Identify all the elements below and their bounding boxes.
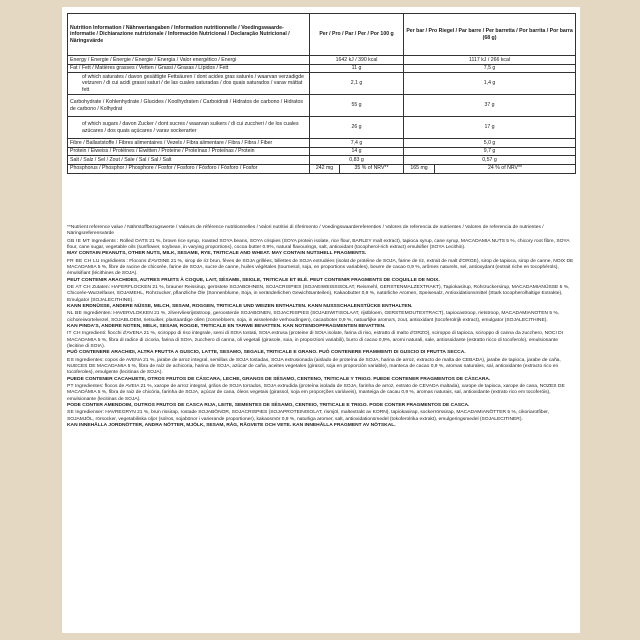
ingredients-text: Ingrédients : Flocons d'AVOINE 21 %, sirop de riz brun, fèves de SOJA grillées, billettes de SOJA extrudées (isolat de protéine de SOJA, farine de riz, extrait de malt d'ORGE), sirop de tapioca, sirop de canne, NOIX DE MACADAMIA 5 %, fibre de racine de chicorée, farine de SOJA, sucre de canne, huiles végétales (tournesol, soja, en proportions variables), beurre de cacao 0,9 %, arômes naturels, sel, antioxydant (extrait riche en tocophérols), émulsifiant (lécithines de SOJA). [67, 258, 574, 277]
nutrition-row [68, 147, 576, 156]
country-codes: DE AT CH [67, 285, 91, 291]
nutrition-header-label: Nutrition Information / Nährwertangaben / Information nutritionnelle / Voedingswaarde-informatie / Dichiarazione nutrizionale / Información Nutricional / Declaração Nutricional / Näringsvärde [68, 14, 310, 56]
nutrition-row [68, 95, 576, 117]
ingredients-text: Ingredienser: HAVREGRYN 21 %, brun rissirap, rostade SOJABÖNOR, SOJACRISPIES (SOJAPROTEINISOLAT, rismjöl, maltextrakt av KORN), tapiokasirap, sockerrörssirap, MACADAMIANÖTTER 5 %, cikoriarotfiber, SOJAMJÖL, rörsocker, vegetabiliska oljor (solros, sojabönor i varierande proportioner), kakaosmör 0,9 %, naturliga aromer, salt, antioxidationsmedel (tokoferolrika extrakt), emulgeringsmedel (SOJALECITINER). [67, 410, 550, 422]
nutrient-label: of which sugars / davon Zucker / dont sucres / waarvan suikers / di cui zuccheri / de los cuales azúcares / dos quais açúcares / varav sockerarter [68, 117, 310, 139]
allergen-warning: KAN INNEHÅLLA JORDNÖTTER, ANDRA NÖTTER, MJÖLK, SESAM, RÅG, RÅGVETE OCH VETE. KAN INNEHÅLLA FRAGMENT AV NÖTSKAL. [67, 422, 396, 428]
phosphorus-nrv-bar: 24 % of NRV** [435, 164, 576, 173]
country-codes: SE [67, 410, 74, 416]
nutrition-row [68, 156, 576, 165]
nutrient-label: Protein / Eiweiss / Protéines / Eiwitten / Proteine / Proteínas / Proteínas / Protein [68, 147, 310, 156]
ingredients-text: Zutaten: HAFERFLOCKEN 21 %, brauner Reissirup, geröstete SOJABOHNEN, SOJACRISPIES (SOJAEIWEISSISOLAT, Reismehl, GERSTENMALZEXTRAKT), Tapiokasirup, Rohrzuckersirup, MACADAMIANÜSSE 5 %, Chicorée-Wurzelfaser, SOJAMEHL, Rohrzucker, pflanzliche Öle (Sonnenblume, Soja, in veränderlichen Gewichtsanteilen), Kakaobutter 0,9 %, natürliche Aromen, Speisesalz, Antioxidationsmittel (Stark tocopherolhaltige Extrakte), Emulgator (SOJALECITHINE). [67, 285, 570, 303]
nutrient-label: Salt / Salz / Sel / Zout / Sale / Sal / Sal / Salt [68, 156, 310, 165]
nutrition-row [68, 73, 576, 95]
ingredients-section [67, 225, 575, 430]
nutrient-per-100g: 14 g [310, 147, 404, 156]
nutrient-label: Carbohydrate / Kohlenhydrate / Glucides / Koolhydraten / Carboidrati / Hidratos de carbono / Hidratos de carbono / Kolhydrat [68, 95, 310, 117]
phosphorus-nrv-100g: 35 % of NRV** [340, 164, 404, 173]
country-codes: IT CH [67, 331, 81, 337]
ingredients-paragraph [67, 384, 575, 409]
ingredients-paragraph [67, 358, 575, 383]
ingredients-paragraph [67, 285, 575, 310]
nutrition-table [67, 13, 576, 174]
ingredients-paragraph [67, 331, 575, 356]
ingredients-paragraph [67, 311, 575, 330]
nutrient-per-100g: 0,83 g [310, 156, 404, 165]
nutrient-per-bar: 37 g [404, 95, 576, 117]
ingredients-text: Ingredients : Rolled OATS 21 %, brown rice syrup, roasted SOYA beans, SOYA crispies (SOYA protein isolate, rice flour, BARLEY malt extract), tapioca syrup, cane syrup, MACADAMIA NUTS 5 %, chicory root fibre, SOYA flour, cane sugar, vegetable oils (sunflower, soybean, in varying proportions), cocoa butter 0.9%, natural flavourings, salt, antioxidant (tocopherol-rich extract) emulsifier (SOYA Lecithin). [67, 238, 570, 251]
country-codes: PT [67, 384, 74, 390]
nutrient-per-bar: 7,5 g [404, 64, 576, 73]
nutrient-per-bar: 1,4 g [404, 73, 576, 95]
phosphorus-per-bar: 165 mg [404, 164, 435, 173]
nutrient-label: Fibre / Ballaststoffe / Fibres alimentaires / Vezels / Fibra alimentare / Fibra / Fibra / Fiber [68, 139, 310, 148]
per-bar-header: Per bar / Pro Riegel / Par barre / Per barretta / Por barrita / Por barra (68 g) [404, 14, 576, 56]
nutrient-per-100g: 2,1 g [310, 73, 404, 95]
nutrition-row [68, 139, 576, 148]
nutrient-per-bar: 1117 kJ / 266 kcal [404, 56, 576, 65]
nutrient-per-100g: 11 g [310, 64, 404, 73]
allergen-warning: KAN PINDA'S, ANDERE NOTEN, MELK, SESAM, ROGGE, TRITICALE EN TARWE BEVATTEN. KAN NOTENDOPFRAGMENTEN BEVATTEN. [67, 323, 386, 329]
nutrient-per-bar: 17 g [404, 117, 576, 139]
nutrient-per-bar: 9,7 g [404, 147, 576, 156]
nutrient-per-bar: 5,0 g [404, 139, 576, 148]
phosphorus-row [68, 164, 576, 173]
nutrient-label: of which saturates / davon gesättigte Fettsäuren / dont acides gras saturés / waarvan verzadigde vetzuren / di cui acidi grassi saturi / de las cuales saturadas / dos quais saturados / varav mättat fett [68, 73, 310, 95]
nutrient-per-100g: 55 g [310, 95, 404, 117]
nutrient-per-100g: 1642 kJ / 390 kcal [310, 56, 404, 65]
nutrition-header-row [68, 14, 576, 56]
ingredients-paragraph [67, 259, 575, 284]
nutrient-label: Fat / Fett / Matières grasses / Vetten / Grassi / Grasas / Lípidos / Fett [68, 64, 310, 73]
ingredients-text: Ingredientes: flocos de AVEIA 21 %, xarope de arroz integral, grãos de SOJA torrados, SOJA extrudida (proteína isolada de SOJA, farinha de arroz, extrato de CEVADA maltada), xarope de tapioca, xarope de cana, NOZES DE MACADÂMIA 5 %, fibra de raiz de chicória, farinha de SOJA, açúcar de cana, óleos vegetais (girassol, soja em proporções variáveis), manteiga de cacau 0,9 %, aromas naturais, sal, antioxidante (extrato rico em tocoferóis), emulsionante (lecitinas de SOJA). [67, 384, 565, 402]
nutrition-label-sheet [62, 7, 580, 633]
ingredients-text: Ingredienti: fiocchi d'AVENA 21 %, sciroppo di riso integrale, semi di SOIA tostati, SOIA estrusa (proteine di SOIA isolate, farina di riso, estratto di malto d'ORZO), sciroppo di tapioca, sciroppo di canna da zucchero, NOCI DI MACADAMIA 5 %, fibra di radice di cicoria, farina di SOIA, zucchero di canna, oli vegetali (girasole, soia, in proporzioni variabili), burro di cacao 0,9%, aromi naturali, sale, antiossidante (estratto ricco di tocoferolo), emulsionante (lecitine di SOIA). [67, 331, 564, 349]
ingredients-text: Ingredientes: copos de AVENA 21 %, jarabe de arroz integral, semillas de SOJA tostadas, SOJA extrusionada (aislado de proteína de SOJA, harina de arroz, extracto de malta de CEBADA), jarabe de tapioca, jarabe de caña, NUECES DE MACADAMIA 5 %, fibra de raíz de achicoria, harina de SOJA, azúcar de caña, aceites vegetales (girasol, soja en proporción variable), manteca de cacao 0,9 %, aromas naturales, sal, antioxidante (extracto rico en tocoferoles), emulgente (lecitinas de SOJA). [67, 357, 561, 376]
ingredients-paragraph [67, 410, 575, 429]
allergen-warning: PUEDE CONTENER CACAHUETE, OTROS FRUTOS DE CÁSCARA, LECHE, GRANOS DE SÉSAMO, CENTENO, TRITICALE Y TRIGO. PUEDE CONTENER FRAGMENTOS DE CÁSCARA. [67, 376, 491, 382]
nutrient-per-bar: 0,57 g [404, 156, 576, 165]
country-codes: NL BE [67, 311, 82, 317]
nutrient-per-100g: 26 g [310, 117, 404, 139]
phosphorus-label: Phosphorus / Phosphor / Phosphore / Fosfor / Fosforo / Fósforo / Fósforo / Fosfor [68, 164, 310, 173]
nutrient-per-100g: 7,4 g [310, 139, 404, 148]
nutrition-row [68, 64, 576, 73]
country-codes: FR BE CH LU [67, 258, 100, 264]
nrv-footnote: **Nutrient reference value / Nährstoffbezugswerte / Valeurs de référence nutritionnelles / Valori nutritivi di riferimento / Voedingswaardereferenties / Valores de referencia de nutrientes / Valores de referencia de nutrientes / Näringsreferensvärde [67, 225, 544, 237]
ingredients-paragraph [67, 239, 575, 258]
country-codes: GB IE MT [67, 238, 91, 244]
allergen-warning: PEUT CONTENIR ARACHIDES, AUTRES FRUITS À COQUE, LAIT, SÉSAME, SEIGLE, TRITICALE ET BLÉ. PEUT CONTENIR FRAGMENTS DE COQUILLE DE NOIX. [67, 277, 440, 283]
nutrition-row [68, 56, 576, 65]
nutrient-label: Energy / Energie / Énergie / Energie / Energia / Valor energético / Energi [68, 56, 310, 65]
country-codes: ES [67, 357, 74, 363]
allergen-warning: MAY CONTAIN PEANUTS, OTHER NUTS, MILK, SESAME, RYE, TRITICALE AND WHEAT. MAY CONTAIN NUTSHELL FRAGMENTS. [67, 251, 367, 257]
per-100g-header: Per / Pro / Par / Per / Por 100 g [310, 14, 404, 56]
allergen-warning: PUÒ CONTENERE ARACHIDI, ALTRA FRUTTA A GUSCIO, LATTE, SESAMO, SEGALE, TRITICALE E GRANO. PUÒ CONTENERE FRAMMENTI DI GUSCIO DI FRUTTA SECCA. [67, 350, 466, 356]
ingredients-text: Ingrediënten: HAVERVLOKKEN 21 %, zilvervliesrijststroop, geroosterde SOJABONEN, SOJACRISPIES (SOJAEIWITISOLAAT, rijstbloem, GERSTEMOUTEXTRACT), tapiocastroop, rietstroop, MACADAMIANOTEN 5 %, cichoreiwortelvezel, SOJABLOEM, rietsuiker, plantaardige oliën (zonnebloem, soja, in wisselende verhoudingen), cacaoboter 0,9 %, natuurlijke aroma's, zout, antioxidant (tocoferolrijk extract), emulgator (SOJALECITHINE). [67, 311, 560, 323]
phosphorus-per-100g: 242 mg [310, 164, 340, 173]
allergen-warning: KANN ERDNÜSSE, ANDERE NÜSSE, MILCH, SESAM, ROGGEN, TRITICALE UND WEIZEN ENTHALTEN. KANN NUSSSCHALENSTÜCKE ENTHALTEN. [67, 303, 413, 309]
allergen-warning: PODE CONTER AMENDOIM, OUTROS FRUTOS DE CASCA RIJA, LEITE, SEMENTES DE SÉSAMO, CENTEIO, TRITICALE E TRIGO. PODE CONTER FRAGMENTOS DE CASCA. [67, 402, 470, 408]
nutrition-row [68, 117, 576, 139]
